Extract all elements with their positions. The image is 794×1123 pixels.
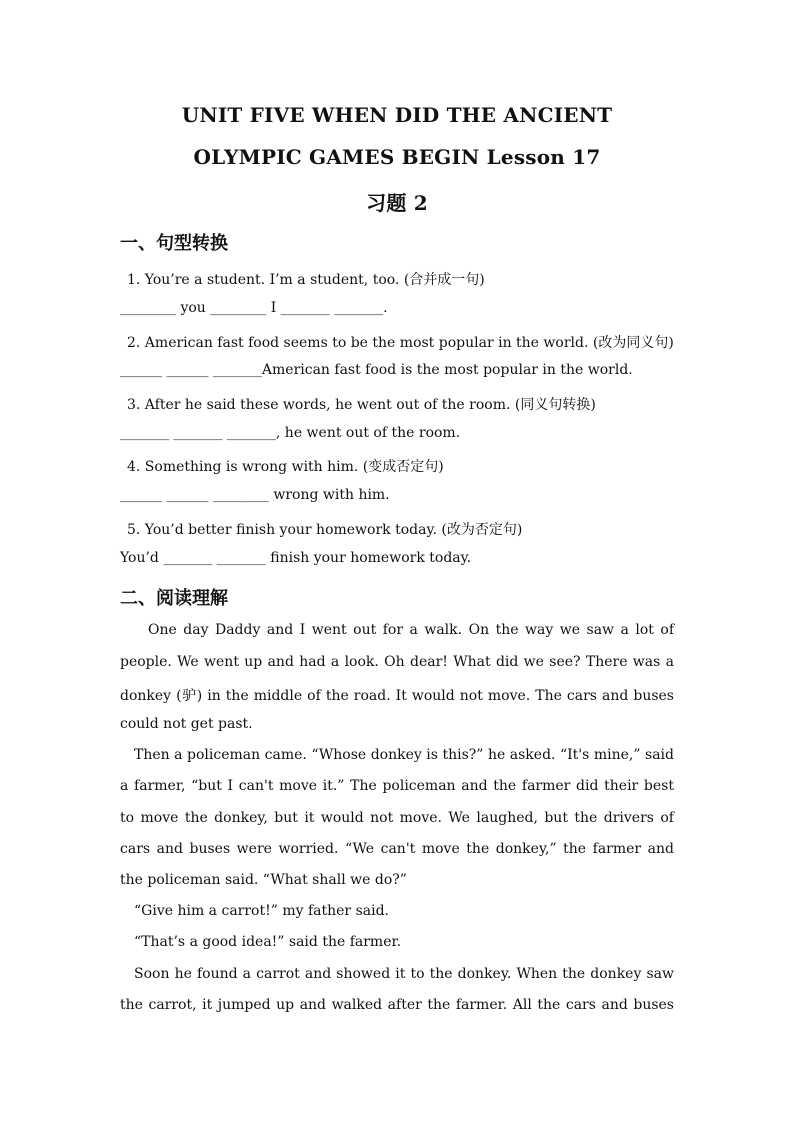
answer-4: ______ ______ ________ wrong with him. xyxy=(120,487,390,503)
section-1-heading: 一、句型转换 xyxy=(120,233,228,254)
passage-line: the carrot, it jumped up and walked after the farmer. All the cars and buses xyxy=(120,997,674,1013)
question-4: 4. Something is wrong with him. (变成否定句) xyxy=(127,459,444,475)
question-2: 2. American fast food seems to be the most popular in the world. (改为同义句) xyxy=(127,335,674,351)
passage-line: a farmer, “but I can't move it.” The policeman and the farmer did their best xyxy=(120,778,674,794)
question-1: 1. You’re a student. I’m a student, too. (合并成一句) xyxy=(127,272,485,288)
passage-line: cars and buses were worried. “We can't move the donkey,” the farmer and xyxy=(120,841,674,857)
question-5: 5. You’d better finish your homework today. (改为否定句) xyxy=(127,522,523,538)
passage-line: to move the donkey, but it would not move. We laughed, but the drivers of xyxy=(120,810,674,826)
passage-line: “Give him a carrot!” my father said. xyxy=(134,903,389,919)
passage-line: could not get past. xyxy=(120,716,253,732)
passage-line: people. We went up and had a look. Oh dear! What did we see? There was a xyxy=(120,654,674,670)
title-line-1: UNIT FIVE WHEN DID THE ANCIENT xyxy=(181,103,613,127)
title-line-2: OLYMPIC GAMES BEGIN Lesson 17 xyxy=(193,145,601,169)
question-3: 3. After he said these words, he went out of the room. (同义句转换) xyxy=(127,397,596,413)
passage-line: “That’s a good idea!” said the farmer. xyxy=(134,934,402,950)
title-line-3: 习题 2 xyxy=(366,191,428,215)
answer-2: ______ ______ _______American fast food is the most popular in the world. xyxy=(120,362,633,378)
section-2-heading: 二、阅读理解 xyxy=(120,588,228,609)
passage-line: the policeman said. “What shall we do?” xyxy=(120,872,407,888)
answer-1: ________ you ________ I _______ _______. xyxy=(120,300,388,316)
answer-3: _______ _______ _______, he went out of the room. xyxy=(120,425,461,441)
passage-line: Then a policeman came. “Whose donkey is this?” he asked. “It's mine,” said xyxy=(134,747,674,763)
passage-line: One day Daddy and I went out for a walk. On the way we saw a lot of xyxy=(148,622,674,638)
passage-line: donkey (驴) in the middle of the road. It would not move. The cars and buses xyxy=(120,688,674,704)
passage-line: Soon he found a carrot and showed it to the donkey. When the donkey saw xyxy=(134,966,674,982)
answer-5: You’d _______ _______ finish your homework today. xyxy=(120,550,472,566)
